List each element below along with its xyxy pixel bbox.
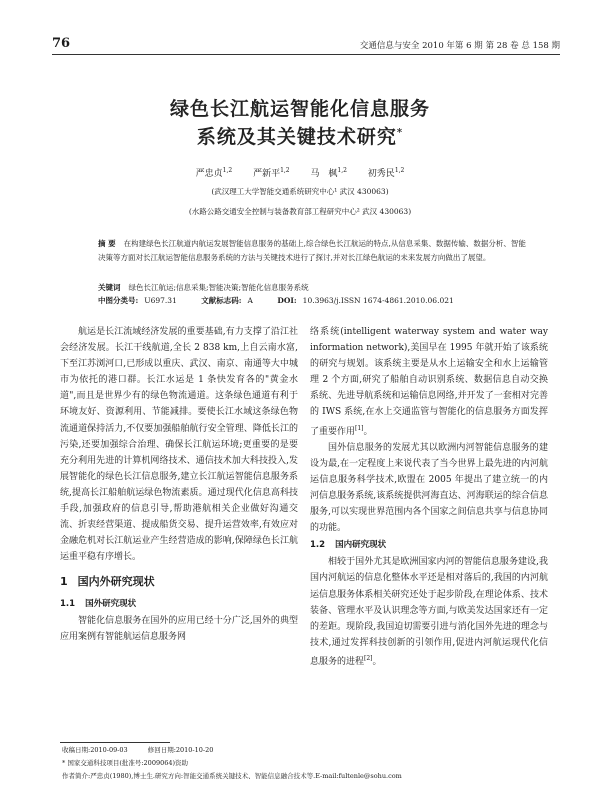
keywords-label: 关键词 [98,283,121,292]
footnote-author-bio: 作者简介:严忠贞(1980),博士生.研究方向:智能交通系统关键技术、智能信息融合技术等.E-mail:fultenle@sohu.com [62,772,402,780]
author-list [0,166,600,179]
footnote-fund: * 国家交通科技项目(批准号:2009064)资助 [62,759,189,767]
author: 严忠贞$^{1,2}$ [195,167,233,179]
doc-code: A [247,296,253,305]
paragraph: 智能化信息服务在国外的应用已经十分广泛,国外的典型应用案例有智能航运信息服务网 [60,615,298,642]
citation: [2] [364,654,373,662]
clc-code: U697.31 [144,296,177,305]
paragraph: 相较于国外尤其是欧洲国家内河的智能信息服务建设,我国内河航运的信息化整体水平还是相对落后的,我国的内河航运信息服务体系相关研究还处于起步阶段,在理论体系、技术装备、管理水平及认识理念等方面,与欧美发达国家还有一定的差距。现阶段,我国迫切需要引进与消化国外先进的理念与技术,通过发挥科技创新的引领作用,促进内河航运现代化信息服务的进程[2]。 [310,557,548,667]
keywords-text: 绿色长江航运;信息采集;智能决策;智能化信息服务系统 [128,283,309,292]
subsection-heading: 1.1 国外研究现状 [60,598,137,609]
abstract-label: 摘 要 [98,239,116,248]
abstract [98,237,526,265]
intro-paragraph: 航运是长江流域经济发展的重要基础,有力支撑了沿江社会经济发展。长江干线航道,全长 2 838 km,上自云南水富,下至江苏浏河口,已形成以重庆、武汉、南京、南通等大中城市为依托的港口群。长江水运是 1 条快发育各的"黄金水道",而且是世界少有的绿色物流通道。这条绿色通道有利于环境友好、资源利用、节能减排。要使长江水域这条绿色物流通道保持活力,不仅要加强船舶航行安全管理、降低长江的污染,还要加强综合治理、确保长江航运环境;更重要的是要充分利用先进的计算机网络技术、通信技术加大科技投入,发展智能化的绿色长江信息服务,建立长江航运智能信息服务系统,提高长江船舶航运绿色物流素质。通过现代化信息高科技手段,加强政府的信息引导,帮助港航相关企业做好沟通交流、折衷经营渠道、提成船货交易、提升运营效率,有效应对金融危机对长江航运业产生经营造成的影响,保障绿色长江航运重平稳有序增长。 [60,327,298,563]
left-column [60,324,298,645]
journal-info: 交通信息与安全 2010 年第 6 期 第 28 卷 总 158 期 [359,41,560,51]
author: 严新平$^{1,2}$ [253,167,290,179]
paragraph: 络系统(intelligent waterway system and water way information network),美国早在 1995 年就开始了该系统的研究与规划。该系统主要是从水上运输安全和水上运输管理 2 个方面,研究了船舶自动识别系统、数据信息自动交换系统、先进导航系统和运输信息网络,并开发了一套相对完善的 IWS 系统,在水上交通监管与智能化的信息服务方面发挥了重要作用[1]。 [310,327,548,437]
footnote-rule [60,742,170,743]
paragraph: 国外信息服务的发展尤其以欧洲内河智能信息服务的建设为最,在一定程度上来说代表了当今世界上最先进的内河航运信息服务科学技术,欧盟在 2005 年提出了建立统一的内河信息服务系统,该系统提供河海直达、河海联运的综合信息服务,可以实现世界范围内各个国家之间信息共享与信息协同的功能。 [310,442,548,534]
keywords [98,281,526,295]
section-heading: 1 国内外研究现状 [60,575,155,589]
author: 初秀民$^{1,2}$ [367,167,405,179]
title-footnote-mark: * [396,127,404,139]
author: 马 枫$^{1,2}$ [310,167,347,179]
abstract-text: 在构建绿色长江航道内航运发展智能信息服务的基础上,综合绿色长江航运的特点,从信息采集、数据传输、数据分析、智能决策等方面对长江航运智能信息服务系统的方法与关键技术进行了探讨,并对长江绿色航运的未来发展方向做出了展望。 [98,239,526,262]
doi: 10.3963/j.ISSN 1674-4861.2010.06.021 [302,296,454,305]
citation: [1] [355,424,364,432]
affiliation-2: (水路公路交通安全控制与装备教育部工程研究中心² 武汉 430063) [188,207,412,216]
subsection-heading: 1.2 国内研究现状 [310,540,387,551]
footnote-dates: 收稿日期:2010-09-03 修回日期:2010-10-20 [62,746,214,754]
affiliation-1: (武汉理工大学智能交通系统研究中心¹ 武汉 430063) [211,187,389,196]
title-line-2: 系统及其关键技术研究* [196,126,404,148]
running-header [52,36,560,55]
title-line-1: 绿色长江航运智能化信息服务 [169,98,430,120]
classification-line: 中图分类号: U697.31 文献标志码: A DOI: 10.3963/j.ISSN 1674-4861.2010.06.021 [98,296,454,305]
right-column [310,324,548,670]
page-number: 76 [52,36,71,51]
